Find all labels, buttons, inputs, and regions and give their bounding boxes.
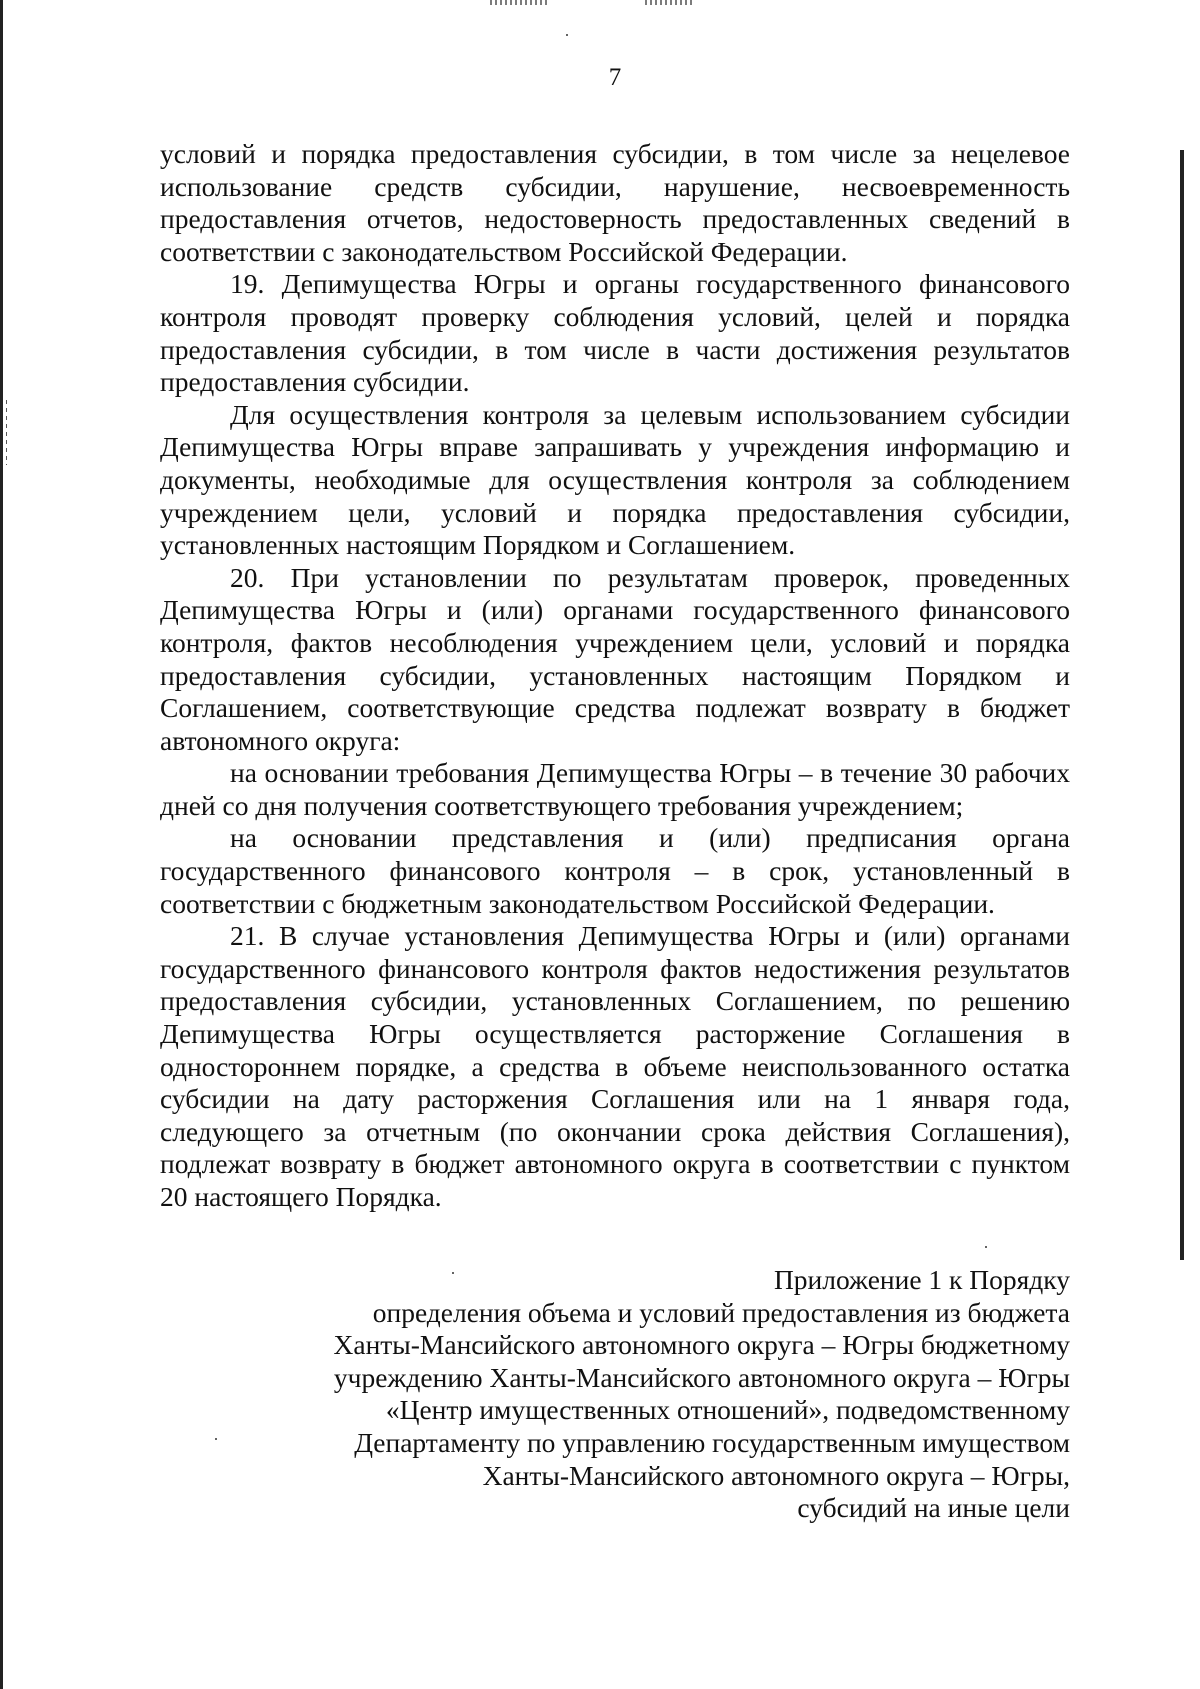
- paragraph-control: Для осуществления контроля за целевым использованием субсидии Депимущества Югры вправе запрашивать у учреждения информацию и документы, необходимые для осуществления контроля за соблюдением учреждением цели, условий и порядка предоставления субсидии, установленных настоящим Порядком и Соглашением.: [160, 398, 1070, 561]
- paragraph-continuation: условий и порядка предоставления субсидии, в том числе за нецелевое использование средств субсидии, нарушение, несвоевременность предоставления отчетов, недостоверность предоставленных сведений в соответствии с законодательством Российской Федерации.: [160, 138, 1070, 267]
- appendix-line: учреждению Ханты-Мансийского автономного округа – Югры: [333, 1361, 1070, 1393]
- appendix-line: Ханты-Мансийского автономного округа – Югры,: [482, 1459, 1070, 1491]
- scan-speck: [566, 34, 568, 36]
- scan-dash-left: [6, 400, 7, 465]
- paragraph-requirement: на основании требования Депимущества Югры – в течение 30 рабочих дней со дня получения соответствующего требования учреждением;: [160, 757, 1070, 821]
- paragraph-prescription: на основании представления и (или) предписания органа государственного финансового контроля – в срок, установленный в соответствии с бюджетным законодательством Российской Федерации.: [160, 822, 1070, 919]
- appendix-line: «Центр имущественных отношений», подведомственному: [385, 1394, 1070, 1426]
- scan-speck: [215, 1438, 217, 1440]
- appendix-heading: [270, 1264, 1070, 1525]
- page-number: 7: [608, 64, 622, 91]
- paragraph-21: 21. В случае установления Депимущества Югры и (или) органами государственного финансового контроля фактов недостижения результатов предоставления субсидии, установленных Соглашением, по решению Депимущества Югры осуществляется расторжение Соглашения в одностороннем порядке, а средства в объеме неиспользованного остатка субсидии на дату расторжения Соглашения или на 1 января года, следующего за отчетным (по окончании срока действия Соглашения), подлежат возврату в бюджет автономного округа в соответствии с пунктом 20 настоящего Порядка.: [160, 920, 1070, 1212]
- scan-noise-right: [645, 0, 695, 5]
- scan-noise-left: [490, 0, 550, 5]
- appendix-line: Ханты-Мансийского автономного округа – Югры бюджетному: [333, 1329, 1070, 1361]
- scan-edge-right: [1180, 150, 1184, 1260]
- appendix-line: Приложение 1 к Порядку: [773, 1264, 1070, 1295]
- document-body: [160, 138, 1070, 1214]
- appendix-line: определения объема и условий предоставления из бюджета: [372, 1296, 1070, 1328]
- paragraph-19: 19. Депимущества Югры и органы государственного финансового контроля проводят проверку соблюдения условий, целей и порядка предоставления субсидии, в том числе в части достижения результатов предоставления субсидии.: [160, 268, 1070, 398]
- scan-speck: [985, 1246, 987, 1248]
- scan-edge-left: [0, 0, 3, 1689]
- appendix-line: Департаменту по управлению государственным имуществом: [354, 1426, 1070, 1458]
- appendix-line: субсидий на иные цели: [797, 1492, 1070, 1524]
- paragraph-20: 20. При установлении по результатам проверок, проведенных Депимущества Югры и (или) органами государственного финансового контроля, фактов несоблюдения учреждением цели, условий и порядка предоставления субсидии, установленных настоящим Порядком и Соглашением, соответствующие средства подлежат возврату в бюджет автономного округа:: [160, 561, 1070, 756]
